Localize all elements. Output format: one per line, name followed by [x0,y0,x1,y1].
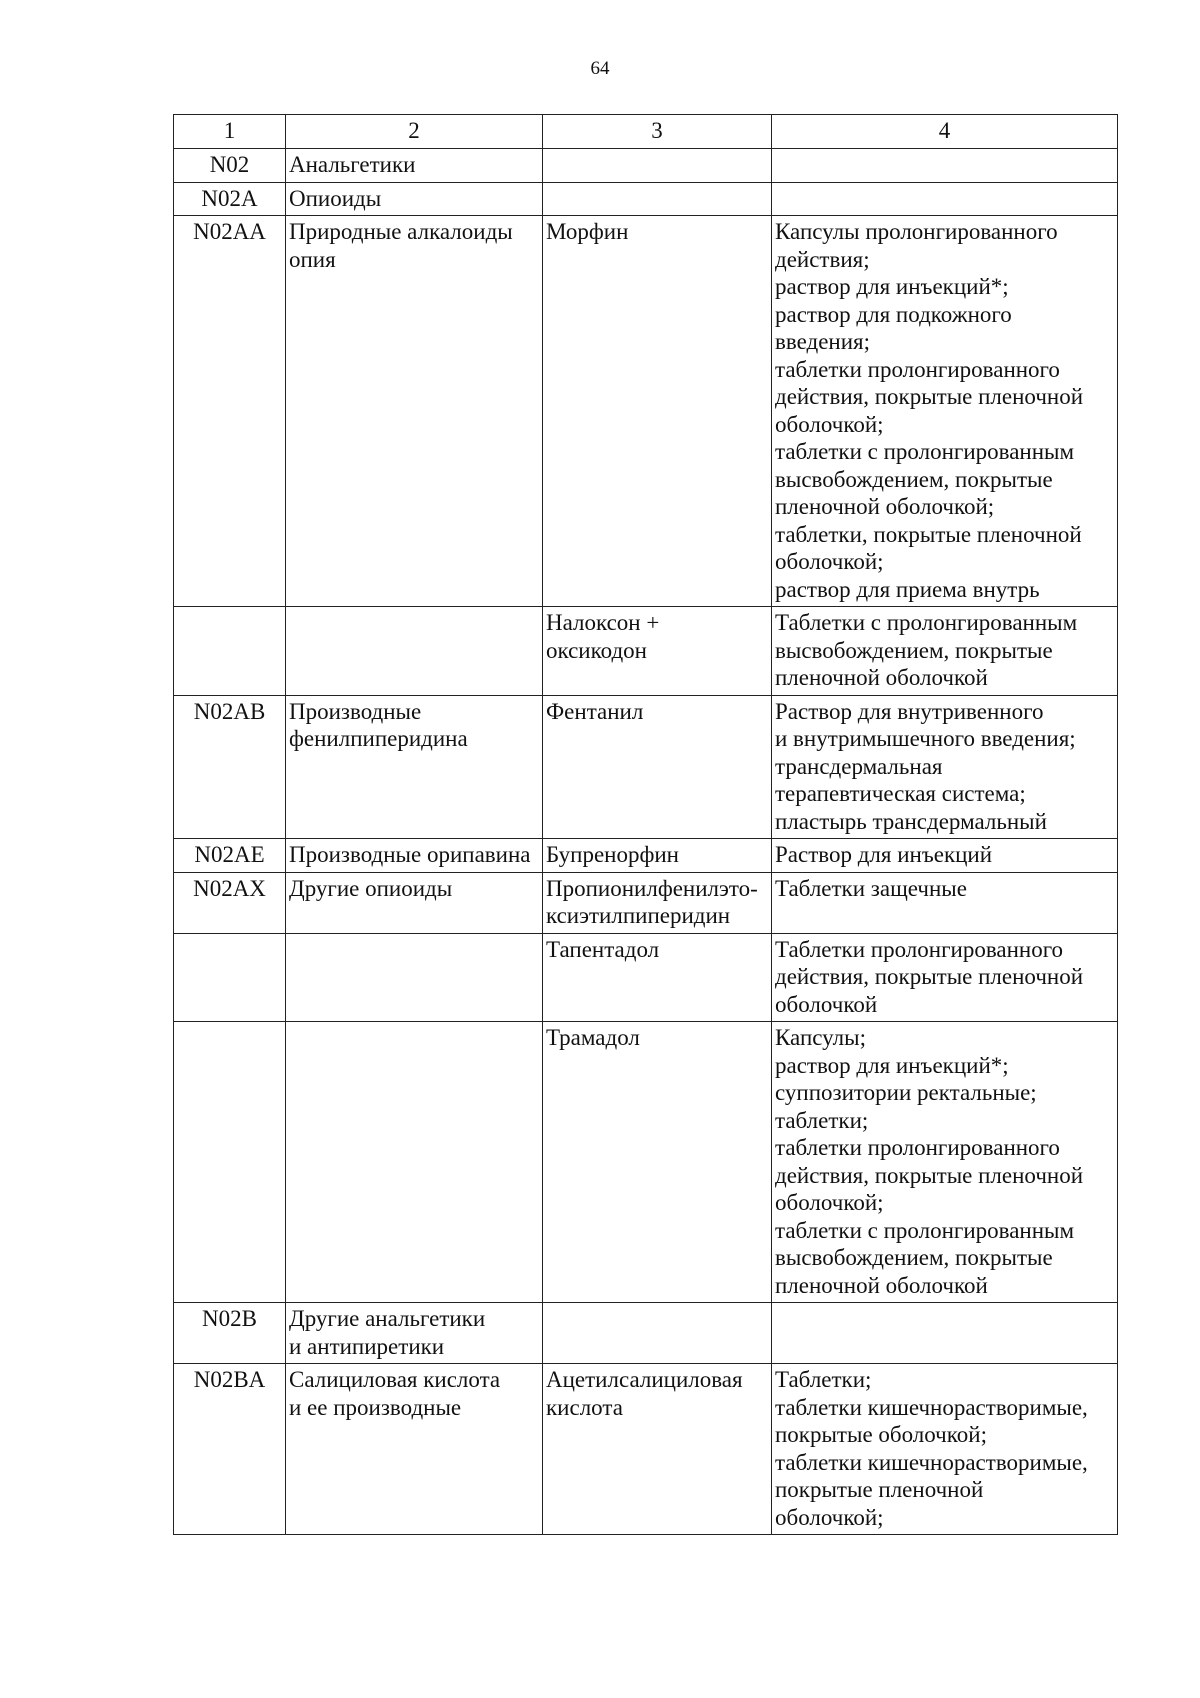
drug-name-cell [543,1303,772,1364]
dosage-form-cell: Раствор для инъекций [772,839,1118,873]
atc-code-cell [174,1022,286,1303]
atc-code-cell: N02A [174,182,286,216]
drug-name-cell: Трамадол [543,1022,772,1303]
group-name-cell [286,933,543,1022]
atc-code-cell: N02AB [174,695,286,839]
drug-name-cell: Ацетилсалициловая кислота [543,1364,772,1535]
drug-table-body [174,115,1118,1535]
drug-name-cell: Налоксон + оксикодон [543,607,772,696]
atc-code-cell: N02AA [174,216,286,607]
table-row [174,1022,1118,1303]
column-header-3: 3 [543,115,772,149]
atc-code-cell: N02AX [174,872,286,933]
dosage-form-cell: Таблетки; таблетки кишечнорастворимые, покрытые оболочкой; таблетки кишечнорастворимые, покрытые пленочной оболочкой; [772,1364,1118,1535]
dosage-form-cell: Капсулы пролонгированного действия; раствор для инъекций*; раствор для подкожного введения; таблетки пролонгированного действия, покрытые пленочной оболочкой; таблетки с пролонгированным высвобождением, покрытые пленочной оболочкой; таблетки, покрытые пленочной оболочкой; раствор для приема внутрь [772,216,1118,607]
table-row [174,182,1118,216]
dosage-form-cell: Таблетки пролонгированного действия, покрытые пленочной оболочкой [772,933,1118,1022]
dosage-form-cell: Таблетки с пролонгированным высвобождением, покрытые пленочной оболочкой [772,607,1118,696]
group-name-cell: Другие анальгетики и антипиретики [286,1303,543,1364]
drug-name-cell: Морфин [543,216,772,607]
column-header-2: 2 [286,115,543,149]
drug-name-cell: Пропионилфенилэто- ксиэтилпиперидин [543,872,772,933]
group-name-cell: Производные фенилпиперидина [286,695,543,839]
page-number: 64 [590,58,610,79]
dosage-form-cell [772,149,1118,183]
group-name-cell: Другие опиоиды [286,872,543,933]
dosage-form-cell [772,1303,1118,1364]
group-name-cell: Природные алкалоиды опия [286,216,543,607]
table-row [174,149,1118,183]
group-name-cell [286,607,543,696]
dosage-form-cell: Раствор для внутривенного и внутримышечного введения; трансдермальная терапевтическая система; пластырь трансдермальный [772,695,1118,839]
column-header-4: 4 [772,115,1118,149]
atc-code-cell: N02 [174,149,286,183]
atc-code-cell [174,607,286,696]
table-row [174,933,1118,1022]
dosage-form-cell: Капсулы; раствор для инъекций*; суппозитории ректальные; таблетки; таблетки пролонгированного действия, покрытые пленочной оболочкой; таблетки с пролонгированным высвобождением, покрытые пленочной оболочкой [772,1022,1118,1303]
table-row [174,216,1118,607]
atc-code-cell [174,933,286,1022]
atc-code-cell: N02B [174,1303,286,1364]
table-row [174,695,1118,839]
table-row [174,1303,1118,1364]
drug-name-cell [543,149,772,183]
drug-name-cell: Фентанил [543,695,772,839]
table-row [174,839,1118,873]
table-row [174,1364,1118,1535]
atc-code-cell: N02BA [174,1364,286,1535]
table-row [174,607,1118,696]
dosage-form-cell: Таблетки защечные [772,872,1118,933]
group-name-cell: Салициловая кислота и ее производные [286,1364,543,1535]
table-header-row [174,115,1118,149]
drug-table [173,114,1118,1535]
table-row [174,872,1118,933]
group-name-cell [286,1022,543,1303]
drug-name-cell: Бупренорфин [543,839,772,873]
dosage-form-cell [772,182,1118,216]
drug-name-cell: Тапентадол [543,933,772,1022]
drug-name-cell [543,182,772,216]
group-name-cell: Производные орипавина [286,839,543,873]
atc-code-cell: N02AE [174,839,286,873]
group-name-cell: Опиоиды [286,182,543,216]
column-header-1: 1 [174,115,286,149]
group-name-cell: Анальгетики [286,149,543,183]
